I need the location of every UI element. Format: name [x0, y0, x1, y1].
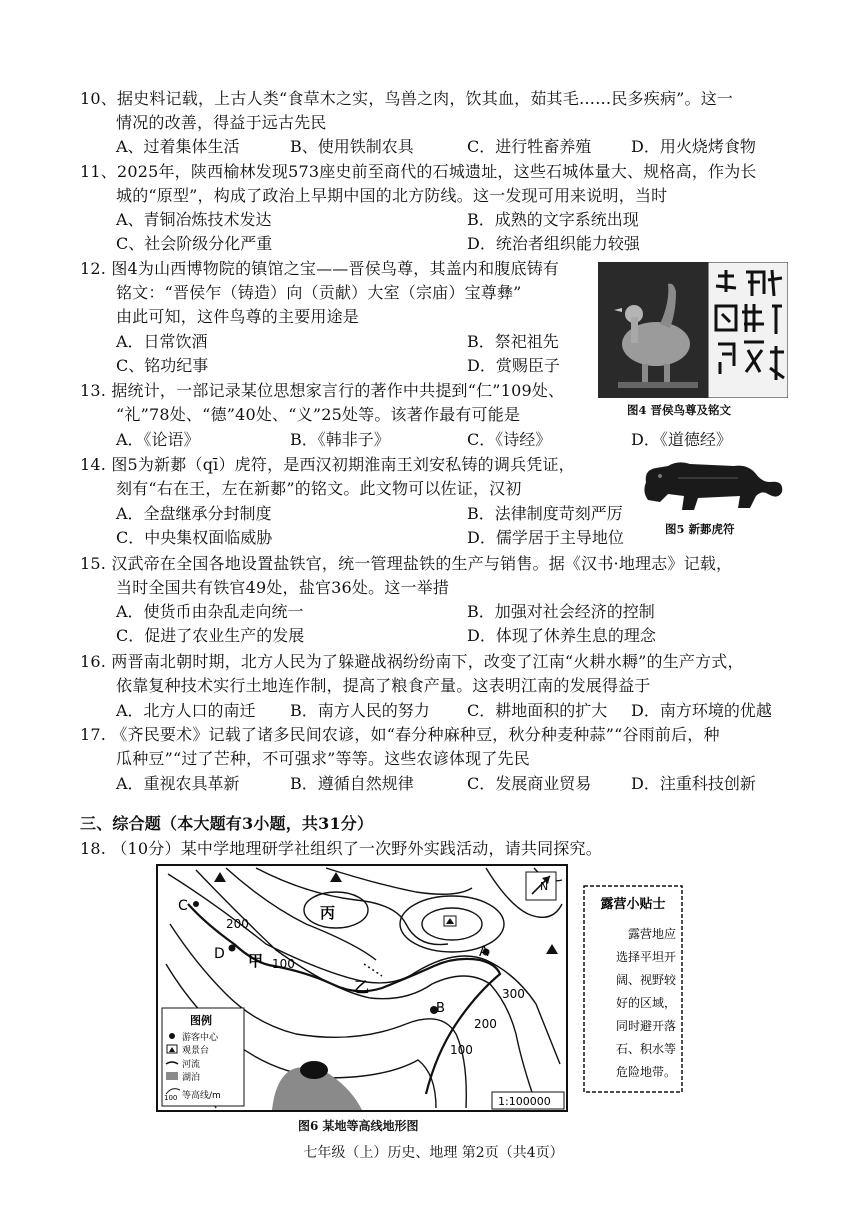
q10-option-b: B、使用铁制农具 — [290, 137, 414, 156]
label-yi: 乙 — [354, 978, 370, 996]
q17-line1: 17. 《齐民要术》记载了诸多民间农谚，如“春分种麻种豆，秋分种麦种蒜”“谷雨前后，种 — [80, 725, 720, 744]
q10-option-c: C．进行牲畜养殖 — [467, 137, 592, 156]
map-scale: 1:100000 — [498, 1095, 551, 1108]
q11-line1: 11、2025年，陕西榆林发现573座史前至商代的石城遗址，这些石城体量大、规格高，作为长 — [80, 162, 757, 181]
q14-option-b: B．法律制度苛刻严厉 — [467, 504, 623, 523]
q11-option-d: D．统治者组织能力较强 — [467, 234, 640, 253]
figure-6-contour-map — [156, 864, 568, 1112]
q14-option-c: C．中央集权面临威胁 — [116, 528, 273, 547]
figure-5-caption: 图5 新郪虎符 — [665, 522, 735, 536]
camping-tip-box — [582, 884, 684, 1094]
figure-5-tiger-tally — [638, 452, 788, 516]
q11-option-c: C、社会阶级分化严重 — [116, 234, 273, 253]
q17-line2: 瓜种豆”“过了芒种，不可强求”等等。这些农谚体现了先民 — [116, 749, 530, 768]
contour-map-svg — [156, 864, 568, 1112]
q16-option-b: B．南方人民的努力 — [290, 701, 430, 720]
q12-option-a: A．日常饮酒 — [116, 332, 208, 351]
legend-contour-sample: 100 — [164, 1094, 178, 1102]
q15-option-d: D．体现了休养生息的理念 — [467, 626, 656, 645]
q17-option-b: B．遵循自然规律 — [290, 774, 414, 793]
q12-option-c: C、铭功纪事 — [116, 356, 209, 375]
camping-tip-frame — [582, 884, 684, 1094]
q13-option-c: C．《诗经》 — [467, 430, 552, 449]
camping-tip-line-7: 危险地带。 — [615, 1065, 676, 1079]
figure-6-caption: 图6 某地等高线地形图 — [298, 1119, 419, 1133]
camping-tip-line-5: 同时避开落 — [615, 1019, 676, 1033]
label-jia: 甲 — [248, 952, 264, 970]
q12-option-d: D．赏赐臣子 — [467, 356, 560, 375]
legend-viewing-platform: 观景台 — [182, 1046, 210, 1056]
q16-option-a: A．北方人口的南迁 — [116, 701, 256, 720]
q11-option-a: A、青铜冶炼技术发达 — [116, 210, 272, 229]
camping-tip-line-6: 石、积水等 — [615, 1042, 676, 1056]
q16-line1: 16. 两晋南北朝时期，北方人民为了躲避战祸纷纷南下，改变了江南“火耕水耨”的生产方式， — [80, 652, 744, 671]
contour-label-200-b: 200 — [474, 1017, 497, 1031]
camping-tip-line-2: 选择平坦开 — [615, 950, 676, 964]
q11-option-b: B．成熟的文字系统出现 — [467, 210, 639, 229]
contour-label-100-b: 100 — [450, 1043, 473, 1057]
q12-line1: 12. 图4为山西博物院的镇馆之宝——晋侯鸟尊，其盖内和腹底铸有 — [80, 259, 560, 278]
legend-river: 河流 — [182, 1060, 201, 1070]
q15-line1: 15. 汉武帝在全国各地设置盐铁官，统一管理盐铁的生产与销售。据《汉书·地理志》记载， — [80, 554, 733, 573]
legend-visitor-center: 游客中心 — [182, 1033, 219, 1043]
camping-tip-line-4: 好的区域， — [615, 996, 676, 1010]
label-point-c: C — [178, 898, 188, 914]
q10-option-d: D．用火烧烤食物 — [631, 137, 756, 156]
q17-option-c: C．发展商业贸易 — [467, 774, 592, 793]
q16-line2: 依靠复种技术实行土地连作制，提高了粮食产量。这表明江南的发展得益于 — [116, 676, 651, 695]
q17-option-d: D．注重科技创新 — [631, 774, 756, 793]
q16-option-c: C．耕地面积的扩大 — [467, 701, 608, 720]
camping-tip-line-3: 阔、视野较 — [615, 973, 676, 987]
q13-line1: 13. 据统计，一部记录某位思想家言行的著作中共提到“仁”109处、 — [80, 381, 565, 400]
q10-line1: 10、据史料记载，上古人类“食草木之实，鸟兽之肉，饮其血，茹其毛……民多疾病”。这一 — [80, 89, 734, 108]
q18-stem: 18. （10分）某中学地理研学社组织了一次野外实践活动，请共同探究。 — [80, 839, 602, 858]
q14-line1: 14. 图5为新郪（qī）虎符，是西汉初期淮南王刘安私铸的调兵凭证， — [80, 455, 575, 474]
q11-line2: 城的“原型”，构成了政治上早期中国的北方防线。这一发现可用来说明，当时 — [116, 186, 668, 205]
bird-zun-image — [598, 262, 788, 398]
legend-contour: 等高线/m — [182, 1091, 221, 1101]
legend-lake: 湖泊 — [182, 1073, 201, 1083]
q15-line2: 当时全国共有铁官49处，盐官36处。这一举措 — [116, 578, 450, 597]
camping-tip-line-1: 露营地应 — [627, 927, 676, 941]
section-3-heading: 三、综合题（本大题有3小题，共31分） — [80, 814, 374, 833]
q14-option-d: D．儒学居于主导地位 — [467, 528, 624, 547]
q13-option-d: D．《道德经》 — [631, 430, 732, 449]
q15-option-a: A．使货币由杂乱走向统一 — [116, 602, 304, 621]
label-point-d: D — [214, 946, 225, 962]
q15-option-c: C．促进了农业生产的发展 — [116, 626, 305, 645]
label-point-a: A — [479, 944, 489, 960]
q10-line2: 情况的改善，得益于远古先民 — [116, 113, 327, 132]
q12-option-b: B．祭祀祖先 — [467, 332, 559, 351]
q13-option-a: A．《论语》 — [116, 430, 200, 449]
q15-option-b: B．加强对社会经济的控制 — [467, 602, 655, 621]
q14-option-a: A．全盘继承分封制度 — [116, 504, 272, 523]
label-point-b: B — [436, 1001, 445, 1016]
north-arrow-label: N — [540, 880, 549, 893]
q12-line2: 铭文：“晋侯乍（铸造）向（贡献）大室（宗庙）宝尊彝” — [116, 283, 522, 302]
tiger-tally-image — [638, 452, 788, 516]
q16-option-d: D．南方环境的优越 — [631, 701, 772, 720]
q14-line2: 刻有“右在王，左在新郪”的铭文。此文物可以佐证，汉初 — [116, 479, 522, 498]
legend-title: 图例 — [190, 1014, 212, 1027]
q10-option-a: A、过着集体生活 — [116, 137, 240, 156]
contour-label-200-a: 200 — [226, 917, 249, 931]
contour-label-100-a: 100 — [272, 957, 295, 971]
figure-4-bird-zun — [598, 262, 788, 398]
q13-option-b: B．《韩非子》 — [290, 430, 390, 449]
figure-4-caption: 图4 晋侯鸟尊及铭文 — [627, 403, 732, 417]
q13-line2: “礼”78处、“德”40处、“义”25处等。该著作最有可能是 — [116, 405, 521, 424]
q12-line3: 由此可知，这件鸟尊的主要用途是 — [116, 307, 360, 326]
q17-option-a: A．重视农具革新 — [116, 774, 240, 793]
contour-label-300: 300 — [502, 987, 525, 1001]
label-bing: 丙 — [320, 904, 336, 922]
camping-tip-title: 露营小贴士 — [600, 897, 666, 912]
page-footer: 七年级（上）历史、地理 第2页（共4页） — [303, 1145, 564, 1161]
